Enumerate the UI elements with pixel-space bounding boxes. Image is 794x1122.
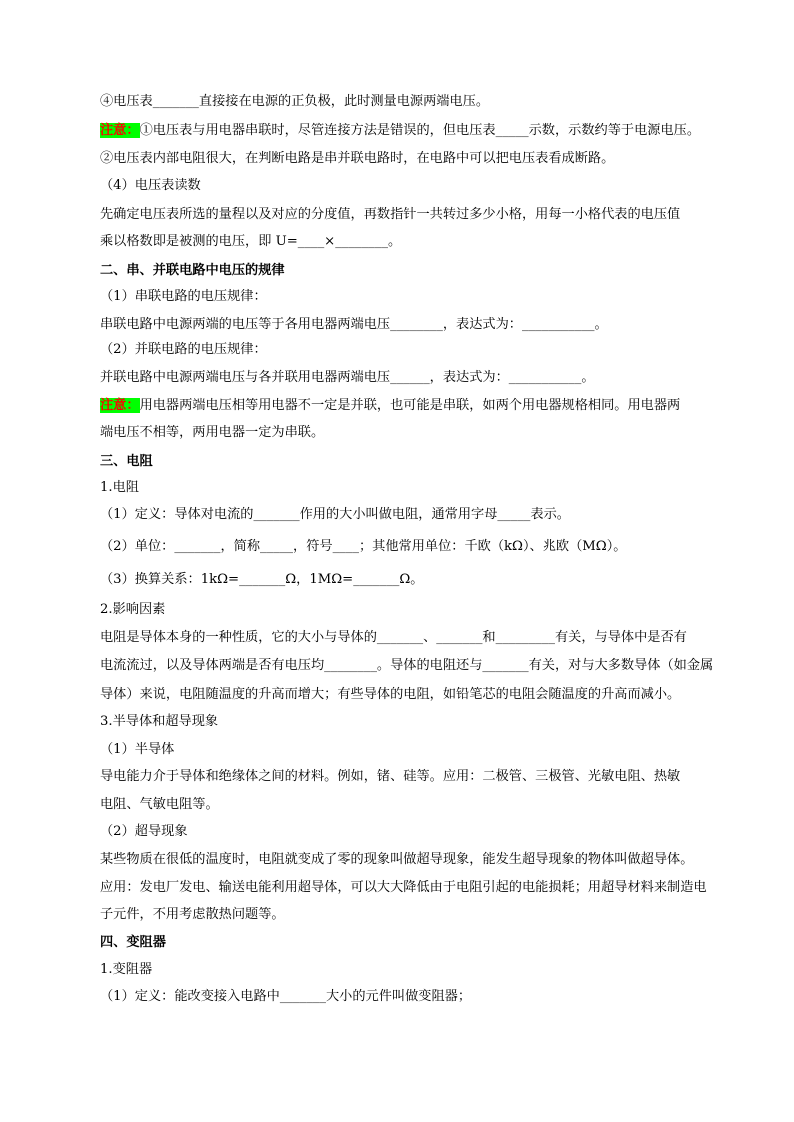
text-line xyxy=(100,423,324,443)
text-line xyxy=(100,685,680,705)
line-text: 端电压不相等，两用电器一定为串联。 xyxy=(100,425,325,440)
line-text: 1.电阻 xyxy=(100,480,139,495)
heading-text: 二、串、并联电路中电压的规律 xyxy=(100,263,285,278)
line-text: （1）半导体 xyxy=(100,742,175,757)
line-text: 2.影响因素 xyxy=(100,602,166,617)
line-text: 3.半导体和超导现象 xyxy=(100,714,219,729)
text-line xyxy=(100,960,152,980)
line-text: ①电压表与用电器串联时，尽管连接方法是错误的，但电压表_____示数，示数约等于电源电压。 xyxy=(139,123,701,138)
line-text: 导体）来说，电阻随温度的升高而增大；有些导体的电阻，如铅笔芯的电阻会随温度的升高而减小。 xyxy=(100,687,681,702)
line-text: ②电压表内部电阻很大，在判断电路是串并联电路时，在电路中可以把电压表看成断路。 xyxy=(100,151,615,166)
text-line xyxy=(100,149,614,169)
text-line xyxy=(100,315,608,335)
text-line xyxy=(100,600,165,620)
text-line xyxy=(100,822,188,842)
note-line xyxy=(100,121,700,141)
line-text: ④电压表_______直接接在电源的正负极，此时测量电源两端电压。 xyxy=(100,94,490,109)
note-line xyxy=(100,396,680,416)
note-label: 注意： xyxy=(100,123,140,138)
text-line xyxy=(100,92,489,112)
line-text: （1）串联电路的电压规律： xyxy=(100,289,267,304)
text-line xyxy=(100,287,267,307)
section-heading xyxy=(100,452,153,472)
line-text: （1）定义：能改变接入电路中_______大小的元件叫做变阻器； xyxy=(100,989,472,1004)
text-line xyxy=(100,987,471,1007)
line-text: 先确定电压表所选的量程以及对应的分度值，再数指针一共转过多少小格，用每一小格代表的电压值 xyxy=(100,207,681,222)
line-text: （2）超导现象 xyxy=(100,824,188,839)
line-text: （2）并联电路的电压规律： xyxy=(100,342,267,357)
heading-text: 四、变阻器 xyxy=(100,935,166,950)
line-text: 用电器两端电压相等用电器不一定是并联，也可能是串联，如两个用电器规格相同。用电器两 xyxy=(139,398,681,413)
text-line xyxy=(100,340,267,360)
line-text: 某些物质在很低的温度时，电阻就变成了零的现象叫做超导现象，能发生超导现象的物体叫做超导体。 xyxy=(100,852,694,867)
line-text: 电阻是导体本身的一种性质，它的大小与导体的_______、_______和_________有关，与导体中是否有 xyxy=(100,630,687,645)
line-text: 串联电路中电源两端的电压等于各用电器两端电压________，表达式为：___________。 xyxy=(100,317,608,332)
text-line xyxy=(100,205,680,225)
text-line xyxy=(100,628,687,648)
text-line xyxy=(100,795,219,815)
text-line xyxy=(100,232,401,252)
text-line xyxy=(100,537,627,557)
line-text: 应用：发电厂发电、输送电能利用超导体，可以大大降低由于电阻引起的电能损耗；用超导材料来制造电 xyxy=(100,880,707,895)
text-line xyxy=(100,878,707,898)
line-text: （2）单位：_______，简称_____，符号____；其他常用单位：千欧（kΩ）、兆欧（MΩ）。 xyxy=(100,539,627,554)
line-text: （3）换算关系：1kΩ=_______Ω，1MΩ=_______Ω。 xyxy=(100,572,424,587)
text-line xyxy=(100,767,680,787)
text-line xyxy=(100,905,285,925)
line-text: 并联电路中电源两端电压与各并联用电器两端电压______，表达式为：___________。 xyxy=(100,370,595,385)
text-line xyxy=(100,712,218,732)
section-heading xyxy=(100,933,166,953)
line-text: 电阻、气敏电阻等。 xyxy=(100,797,219,812)
text-line xyxy=(100,656,713,676)
line-text: 电流流过，以及导体两端是否有电压均________。导体的电阻还与_______有关，对与大多数导体（如金属 xyxy=(100,658,714,673)
text-line xyxy=(100,505,570,525)
section-heading xyxy=(100,261,285,281)
text-line xyxy=(100,740,174,760)
text-line xyxy=(100,850,693,870)
line-text: 子元件，不用考虑散热问题等。 xyxy=(100,907,285,922)
line-text: 1.变阻器 xyxy=(100,962,153,977)
line-text: （1）定义：导体对电流的_______作用的大小叫做电阻，通常用字母_____表示。 xyxy=(100,507,570,522)
note-label: 注意： xyxy=(100,398,140,413)
text-line xyxy=(100,368,595,388)
line-text: 乘以格数即是被测的电压，即 U=____×________。 xyxy=(100,234,402,249)
line-text: （4）电压表读数 xyxy=(100,178,201,193)
text-line xyxy=(100,478,139,498)
line-text: 导电能力介于导体和绝缘体之间的材料。例如，锗、硅等。应用：二极管、三极管、光敏电阻、热敏 xyxy=(100,769,681,784)
text-line xyxy=(100,176,201,196)
text-line xyxy=(100,570,424,590)
heading-text: 三、电阻 xyxy=(100,454,153,469)
